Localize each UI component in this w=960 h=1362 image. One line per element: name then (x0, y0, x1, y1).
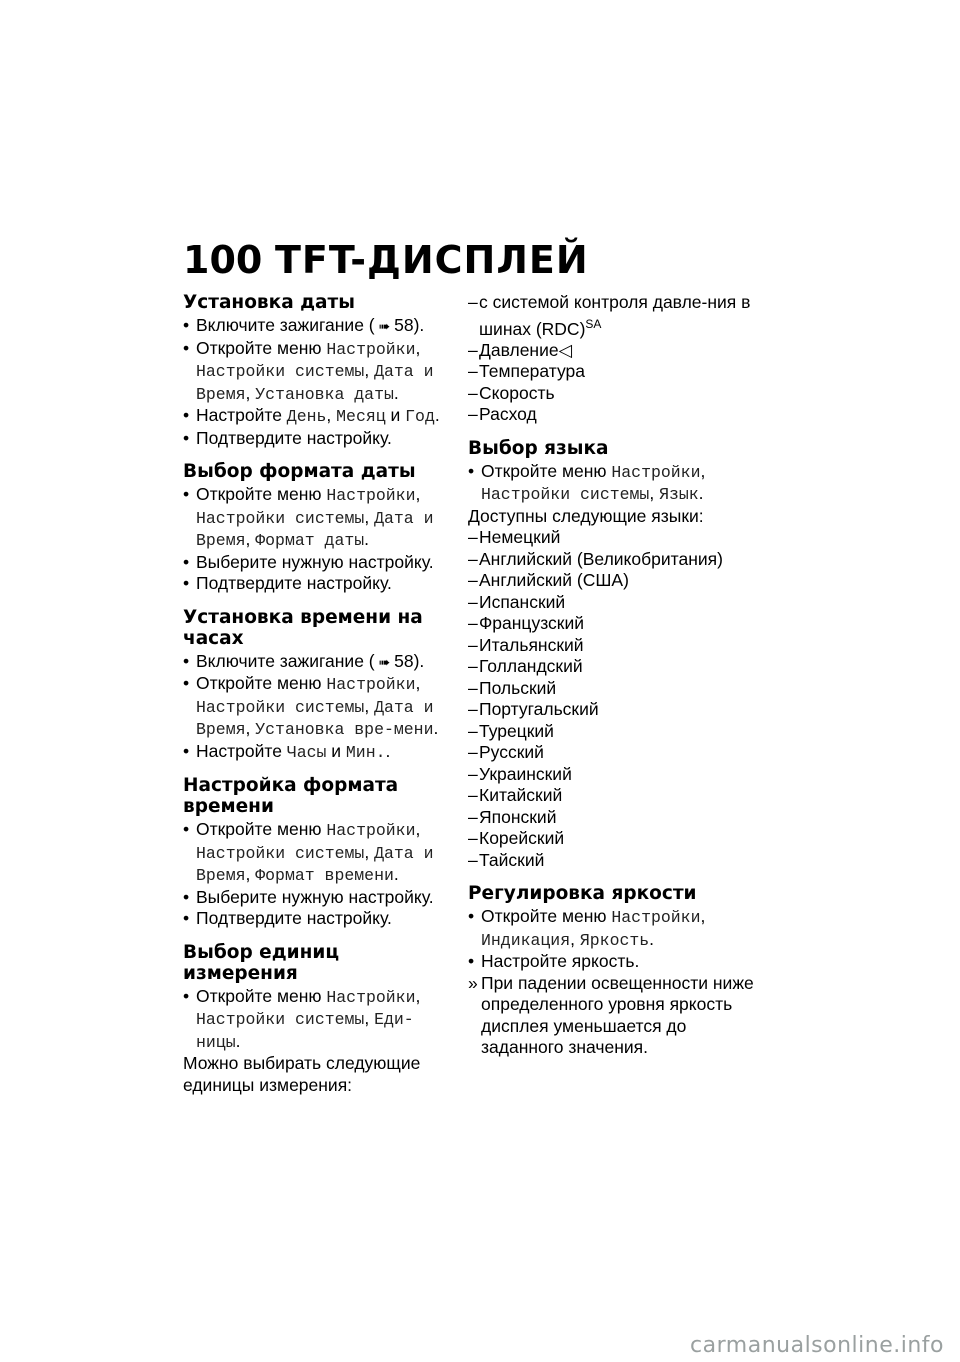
item-text: , (364, 1008, 375, 1028)
dash-icon: – (468, 656, 478, 677)
list-item (468, 404, 768, 426)
section-brightness (468, 883, 768, 1059)
section-heading: Настройка формата времени (183, 775, 399, 817)
menu-path: Месяц (336, 407, 386, 426)
bullet-icon: • (468, 460, 475, 481)
bullet-icon: • (183, 573, 190, 593)
item-text: , (415, 484, 421, 504)
chapter-title: TFT-ДИСПЛЕЙ (275, 238, 589, 282)
bullet-icon: • (468, 906, 475, 927)
item-text: и (385, 405, 406, 425)
item-text: , (415, 985, 421, 1006)
section-heading: Регулировка яркости (468, 883, 697, 905)
list-item (468, 656, 768, 678)
dash-icon: – (468, 591, 478, 612)
item-text: Откройте меню (481, 460, 612, 481)
dash-icon: – (468, 570, 478, 591)
page-header (183, 238, 589, 282)
dash-icon: – (468, 548, 478, 569)
instruction-item (183, 573, 451, 595)
section-heading: Установка даты (183, 292, 355, 313)
bullet-icon: • (183, 819, 190, 839)
item-text: . (434, 405, 440, 425)
item-text: , (245, 529, 256, 549)
dash-icon: – (468, 785, 478, 806)
item-text: Подтвердите настройку. (196, 573, 392, 593)
instruction-item (183, 552, 451, 574)
item-text: При падении освещенности ниже определенного уровня яркость дисплея уменьшается до заданного значения. (481, 972, 754, 1058)
item-text: Настройте яркость. (481, 951, 640, 972)
list-item (468, 678, 768, 700)
section-date-setting (183, 292, 451, 449)
list-item (468, 570, 768, 592)
special-equipment-mark: SA (585, 316, 602, 331)
menu-path: Настройки (326, 821, 416, 840)
item-text: ). (413, 315, 425, 335)
left-column (183, 292, 451, 1108)
item-text: и (326, 740, 346, 761)
item-text: Корейский (479, 828, 565, 849)
list-item (468, 340, 768, 362)
item-text: Турецкий (479, 720, 554, 741)
instruction-item (183, 651, 451, 674)
item-text: Португальский (479, 699, 599, 720)
item-text: Выберите нужную настройку. (196, 886, 434, 907)
instruction-item (468, 951, 768, 973)
dash-icon: – (468, 292, 478, 312)
item-text: Немецкий (479, 527, 561, 548)
bullet-icon: • (468, 951, 475, 972)
dash-icon: – (468, 828, 478, 849)
item-text: , (700, 906, 706, 927)
page-number: 100 (183, 238, 263, 282)
item-text: Откройте меню (196, 985, 327, 1006)
list-item (468, 292, 768, 340)
menu-path: Настройки (326, 486, 416, 505)
list-item (468, 721, 768, 743)
instruction-item (468, 906, 768, 951)
menu-path: Настройки (326, 987, 416, 1007)
page-ref-arrow-icon: ➠ (374, 318, 395, 334)
item-text: , (364, 506, 375, 527)
item-text: Доступны следующие языки: (468, 505, 704, 526)
menu-path: Настройки системы (481, 485, 650, 505)
item-text: Настройте (196, 740, 287, 761)
item-text: Английский (США) (479, 570, 629, 591)
item-text: Можно выбирать следующие единицы измерения: (183, 1053, 421, 1095)
page-ref: 58 (394, 315, 414, 335)
menu-path: Язык (659, 485, 699, 505)
list-item (468, 828, 768, 850)
item-text: с системой контроля давле-ния в шинах (RDC) (479, 292, 751, 339)
list-item (468, 549, 768, 571)
menu-path: Мин. (345, 742, 386, 762)
item-text: Температура (479, 361, 585, 382)
bullet-icon: • (183, 315, 190, 335)
item-text: Подтвердите настройку. (196, 908, 392, 928)
menu-path: Установка даты (255, 384, 394, 404)
item-text: , (326, 405, 337, 425)
instruction-item (183, 484, 451, 552)
result-arrow-icon: » (468, 972, 478, 993)
item-text: Польский (479, 677, 557, 698)
dash-icon: – (468, 677, 478, 698)
instruction-item (468, 461, 768, 506)
item-text: Расход (479, 404, 537, 425)
menu-path: Формат даты (255, 531, 365, 550)
item-text: , (364, 841, 375, 862)
bullet-icon: • (183, 427, 190, 448)
item-text: Выберите нужную настройку. (196, 551, 434, 572)
instruction-item (183, 405, 451, 428)
bullet-icon: • (183, 673, 190, 693)
instruction-item (183, 887, 451, 909)
dash-icon: – (468, 720, 478, 741)
bullet-icon: • (183, 484, 190, 504)
item-text: , (415, 819, 421, 839)
list-item (468, 764, 768, 786)
section-clock-setting (183, 607, 451, 764)
dash-icon: – (468, 742, 478, 763)
section-time-format (183, 775, 451, 930)
paragraph (183, 1053, 451, 1096)
item-text: . (385, 740, 391, 761)
watermark-text[interactable]: carmanualsonline.info (690, 1333, 944, 1358)
menu-path: Часы (286, 742, 327, 762)
item-text: , (415, 337, 421, 358)
section-language (468, 438, 768, 872)
instruction-item (183, 819, 451, 887)
list-item (468, 807, 768, 829)
menu-path: Настройки системы (196, 362, 365, 381)
result-item (468, 973, 768, 1059)
item-text: Украинский (479, 763, 572, 784)
item-text: Включите зажигание ( (196, 315, 375, 335)
menu-path: Дата и Время (196, 362, 434, 404)
item-text: Испанский (479, 591, 566, 612)
item-text: Французский (479, 613, 584, 634)
item-text: . (649, 928, 655, 949)
list-item (468, 361, 768, 383)
menu-path: День (286, 407, 327, 426)
item-text: . (433, 718, 439, 738)
dash-icon: – (468, 763, 478, 784)
menu-path: Еди-ницы (196, 1010, 414, 1052)
page-ref: 58 (394, 650, 414, 671)
section-heading: Выбор формата даты (183, 461, 416, 482)
menu-path: Настройки системы (196, 843, 365, 863)
menu-path: Настройки системы (196, 1010, 365, 1029)
dash-icon: – (468, 382, 478, 403)
menu-path: Настройки системы (196, 508, 365, 528)
section-units (183, 942, 451, 1097)
item-text: Включите зажигание ( (196, 650, 375, 671)
list-item (468, 592, 768, 614)
dash-icon: – (468, 849, 478, 870)
list-item (468, 613, 768, 635)
item-text: Русский (479, 742, 544, 763)
item-text: . (698, 483, 704, 504)
dash-icon: – (468, 361, 478, 382)
menu-path: Настройки (611, 462, 701, 482)
item-text: . (235, 1030, 241, 1051)
bullet-icon: • (183, 551, 190, 572)
menu-path: Формат времени (255, 866, 394, 885)
instruction-item (183, 338, 451, 406)
bullet-icon: • (183, 985, 190, 1006)
item-text: Давление (479, 339, 559, 360)
menu-path: Год (405, 407, 435, 426)
item-text: , (245, 718, 256, 738)
bullet-icon: • (183, 337, 190, 358)
list-item (468, 742, 768, 764)
bullet-icon: • (183, 405, 190, 425)
item-text: Скорость (479, 382, 555, 403)
item-text: ◁ (558, 339, 573, 360)
item-text: , (364, 360, 375, 380)
menu-path: Настройки (611, 908, 701, 928)
list-item (468, 527, 768, 549)
menu-path: Настройки (326, 675, 416, 694)
instruction-item (183, 741, 451, 764)
section-heading: Выбор языка (468, 437, 609, 459)
section-heading: Выбор единиц измерения (183, 941, 340, 984)
list-item (468, 699, 768, 721)
dash-icon: – (468, 634, 478, 655)
menu-path: Индикация (481, 930, 571, 950)
dash-icon: – (468, 613, 478, 634)
dash-icon: – (468, 527, 478, 548)
item-text: . (393, 382, 399, 403)
list-item (468, 383, 768, 405)
instruction-item (183, 428, 451, 450)
menu-path: Дата и Время (196, 697, 434, 739)
bullet-icon: • (183, 650, 190, 671)
menu-path: Установка вре-мени (255, 720, 434, 739)
bullet-icon: • (183, 740, 190, 761)
menu-path: Настройки системы (196, 697, 365, 717)
item-text: , (570, 928, 580, 949)
item-text: ). (413, 650, 425, 671)
item-text: , (649, 483, 660, 504)
list-item (468, 785, 768, 807)
instruction-item (183, 986, 451, 1054)
paragraph (468, 506, 768, 528)
item-text: Настройте (196, 405, 287, 425)
dash-icon: – (468, 404, 478, 425)
menu-path: Дата и Время (196, 508, 434, 550)
item-text: Откройте меню (196, 337, 327, 358)
instruction-item (183, 673, 451, 741)
item-text: Подтвердите настройку. (196, 427, 392, 448)
dash-icon: – (468, 339, 478, 360)
item-text: , (415, 673, 421, 693)
section-date-format (183, 461, 451, 595)
item-text: Откройте меню (196, 484, 327, 504)
item-text: Китайский (479, 785, 563, 806)
right-column (468, 292, 768, 1071)
menu-path: Яркость (579, 930, 650, 950)
list-item (468, 850, 768, 872)
item-text: Тайский (479, 849, 545, 870)
section-units-continued (468, 292, 768, 426)
item-text: Английский (Великобритания) (479, 548, 723, 569)
item-text: , (700, 460, 706, 481)
item-text: , (364, 695, 375, 716)
instruction-item (183, 315, 451, 338)
menu-path: Настройки (326, 339, 416, 359)
item-text: Итальянский (479, 634, 584, 655)
item-text: Японский (479, 806, 557, 827)
page-ref-arrow-icon: ➠ (374, 653, 395, 670)
item-text: , (245, 382, 256, 403)
bullet-icon: • (183, 886, 190, 907)
item-text: . (393, 864, 399, 884)
dash-icon: – (468, 699, 478, 720)
item-text: Голландский (479, 656, 583, 677)
bullet-icon: • (183, 908, 190, 928)
item-text: Откройте меню (481, 906, 612, 927)
list-item (468, 635, 768, 657)
section-heading: Установка времени на часах (183, 606, 423, 649)
dash-icon: – (468, 806, 478, 827)
item-text: Откройте меню (196, 819, 327, 839)
menu-path: Дата и Время (196, 843, 434, 885)
item-text: Откройте меню (196, 673, 327, 693)
item-text: . (364, 529, 370, 549)
instruction-item (183, 908, 451, 930)
item-text: , (245, 864, 256, 884)
